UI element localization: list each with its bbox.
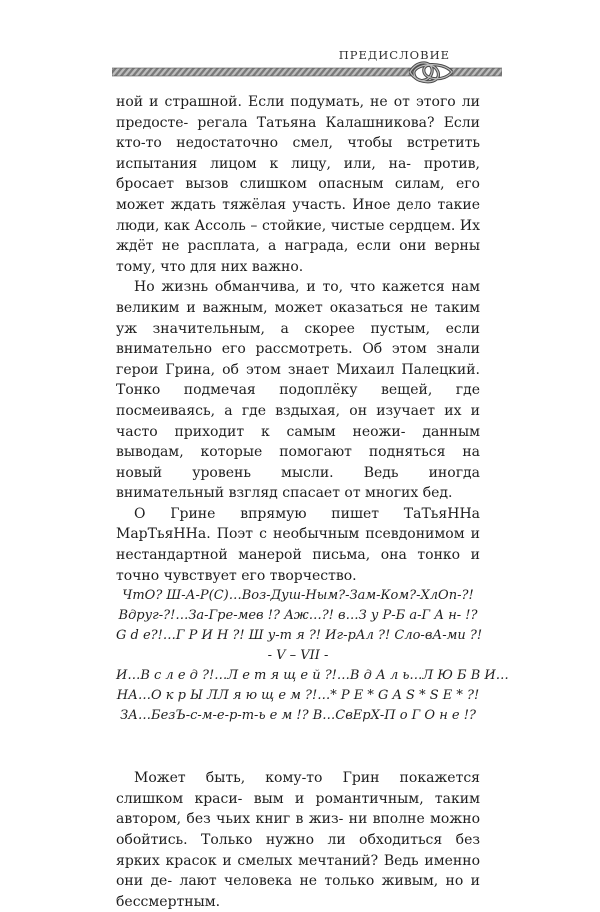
poem-line: ЗА…БезЪ-с-м-е-р-т-ь е м !? В…СвЕрХ-П о Г О н е !? (120, 708, 476, 724)
text-line: от многих бед. (344, 485, 453, 502)
text-line: регала Татьяна Калашникова? Если кто-то недостаточно (116, 114, 480, 152)
text-line: ждать тяжёлая участь. Иное дело такие люди, как Ассоль – (116, 196, 481, 234)
poem-line: - V – VII - (267, 648, 329, 664)
paragraph-3 (116, 504, 480, 586)
text-line: ни вполне можно обойтись. Только нужно ли обходиться (116, 811, 481, 849)
text-line: ной и страшной. Если подумать, не от этого ли предосте- (116, 94, 480, 131)
text-line: О Грине впрямую пишет ТаТьяННа МарТьяННа. Поэт (116, 505, 480, 543)
text-line: Но жизнь обманчива, и то, что кажется нам великим (116, 279, 480, 316)
running-header: ПРЕДИСЛОВИЕ (338, 48, 450, 62)
spacer (116, 726, 480, 768)
text-line: Об этом знали герои Грина, об этом знает Михаил Палецкий. (116, 341, 481, 378)
text-line: против, бросает вызов слишком опасным силам, его может (116, 155, 481, 213)
paragraph-4 (116, 768, 480, 912)
text-line: письма, она тонко и точно чувствует его творчество. (116, 547, 481, 584)
text-line: Тонко подмечая подоплёку вещей, где посмеиваясь, а где (116, 382, 480, 419)
text-line: Может быть, кому-то Грин покажется слишком краси- (116, 770, 480, 807)
text-line: и важным, может оказаться не таким уж значительным, (116, 299, 480, 337)
text-line: без ярких красок и смелых мечтаний? Ведь именно они де- (116, 832, 481, 890)
text-line: лают человека не только живым, но и бессмертным. (116, 873, 480, 910)
text-line: вым и романтичным, таким автором, без чьих книг в жиз- (116, 790, 480, 828)
text-line: с необычным псевдонимом и нестандартной манерой (116, 526, 480, 564)
poem-line: И…В с л е д ?!…Л е т я щ е й ?!…В д А л ь…Л Ю Б В И… (116, 668, 509, 684)
text-line: а скорее пустым, если внимательно его рассмотреть. (116, 320, 480, 358)
text-line: если они верны тому, что для них важно. (116, 238, 481, 275)
page-body (116, 92, 509, 912)
poem-block (116, 586, 509, 726)
poem-line: НА…О к р Ы ЛЛ я ю щ е м ?!…* Р Е * G A S * S E * ?! (116, 688, 480, 704)
poem-line: G d e?!…Г Р И Н ?! Ш у-т я ?! Иг-рАл ?! Сло-вА-ми ?! (116, 628, 483, 644)
text-line: стойкие, чистые сердцем. Их ждёт не расплата, а награда, (116, 217, 480, 255)
text-line: смел, чтобы встретить испытания лицом к лицу, или, на- (116, 135, 480, 172)
paragraph-2 (116, 277, 480, 504)
paragraph-1 (116, 92, 480, 277)
text-line: данным выводам, которые помогают подняться на новый (116, 423, 480, 481)
rope-ornament (112, 60, 502, 84)
poem-line: Вдруг-?!…За-Гре-мев !? Аж…?! в…З у Р-Б а-Г А н- !? (118, 608, 478, 624)
text-line: вздыхая, он изучает их и часто приходит к самым неожи- (116, 402, 480, 440)
text-line: уровень мысли. Ведь иногда внимательный взгляд спасает (116, 464, 480, 502)
poem-line: ЧтО? Ш-А-Р(С)…Воз-Душ-Ным?-Зам-Ком?-ХлОп-?! (122, 588, 474, 604)
